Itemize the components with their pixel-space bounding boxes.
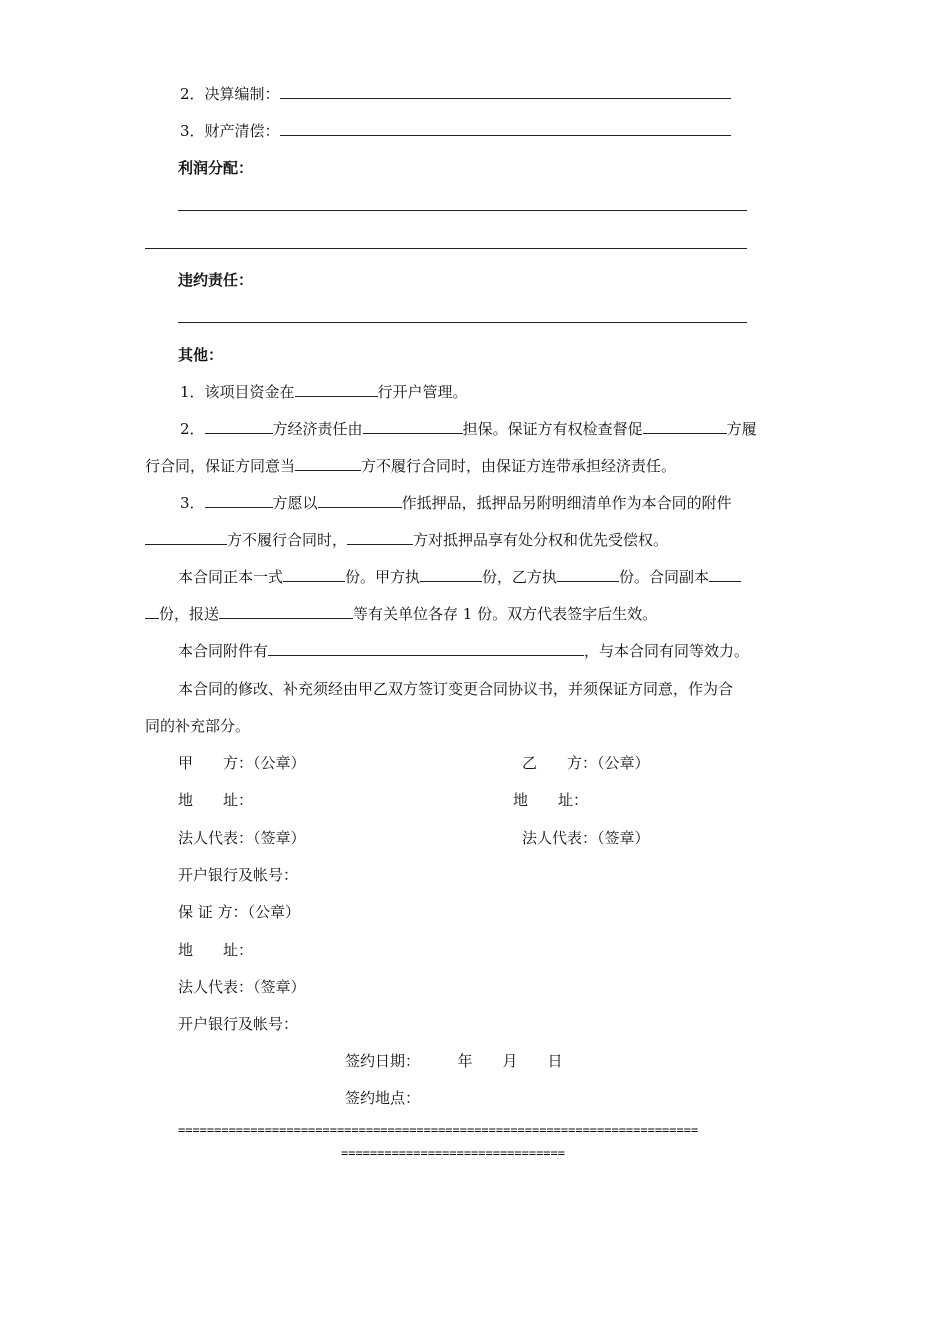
breach-heading: 违约责任： — [178, 271, 254, 289]
other-item-3-cont — [145, 530, 668, 550]
blank-field[interactable] — [295, 382, 378, 397]
party-b-address: 地 址： — [513, 791, 589, 809]
blank-field[interactable] — [420, 567, 482, 582]
text: ，与本合同有同等效力。 — [584, 642, 750, 660]
text: 本合同附件有 — [178, 642, 269, 660]
text: 2． — [180, 420, 205, 438]
settlement-item-2 — [180, 84, 731, 104]
text: 3． — [180, 494, 205, 512]
blank-field[interactable] — [280, 84, 731, 99]
settlement-item-2-label: 2．决算编制： — [180, 85, 280, 103]
blank-field[interactable] — [280, 121, 731, 136]
breach-blank-line[interactable] — [178, 322, 747, 323]
blank-field[interactable] — [219, 604, 353, 619]
profit-blank-line-1[interactable] — [178, 210, 747, 211]
blank-field[interactable] — [295, 456, 361, 471]
guarantor-address: 地 址： — [178, 941, 254, 959]
guarantor-rep: 法人代表：（签章） — [178, 978, 306, 996]
text: 方不履行合同时，由保证方连带承担经济责任。 — [361, 457, 677, 475]
text: 等有关单位各存 1 份。双方代表签字后生效。 — [353, 605, 658, 623]
blank-field[interactable] — [205, 493, 273, 508]
text: 方不履行合同时， — [227, 531, 348, 549]
blank-field[interactable] — [643, 419, 727, 434]
text: 方愿以 — [272, 494, 318, 512]
party-a-seal: 甲 方：（公章） — [178, 754, 306, 772]
separator-line-1: ======================================================================== — [178, 1123, 699, 1137]
text: 方经济责任由 — [272, 420, 363, 438]
blank-field[interactable] — [318, 493, 402, 508]
amend-line-1: 本合同的修改、补充须经由甲乙双方签订变更合同协议书，并须保证方同意，作为合 — [178, 680, 734, 698]
text: 份。甲方执 — [345, 568, 421, 586]
text: 作抵押品，抵押品另附明细清单作为本合同的附件 — [401, 494, 732, 512]
signing-date: 签约日期： 年 月 日 — [345, 1052, 563, 1070]
text: 1．该项目资金在 — [180, 383, 295, 401]
party-a-bank: 开户银行及帐号： — [178, 866, 299, 884]
blank-field[interactable] — [557, 567, 619, 582]
text: 方对抵押品享有处分权和优先受偿权。 — [413, 531, 669, 549]
copies-line-1 — [178, 567, 741, 587]
party-a-address: 地 址： — [178, 791, 254, 809]
blank-field[interactable] — [709, 567, 741, 582]
text: 行开户管理。 — [377, 383, 468, 401]
settlement-item-3-label: 3．财产清偿： — [180, 122, 280, 140]
text: 担保。保证方有权检查督促 — [462, 420, 643, 438]
other-heading: 其他： — [178, 346, 224, 364]
copies-line-2 — [145, 604, 657, 624]
party-a-rep: 法人代表：（签章） — [178, 829, 306, 847]
blank-field[interactable] — [347, 530, 413, 545]
other-item-2 — [180, 419, 757, 439]
blank-field[interactable] — [283, 567, 345, 582]
separator-line-2: =============================== — [341, 1146, 565, 1160]
settlement-item-3 — [180, 121, 731, 141]
text: 方履 — [726, 420, 757, 438]
text: 份，乙方执 — [482, 568, 558, 586]
guarantor-bank: 开户银行及帐号： — [178, 1015, 299, 1033]
blank-field[interactable] — [205, 419, 273, 434]
text: 行合同，保证方同意当 — [145, 457, 296, 475]
annex-line — [178, 641, 749, 661]
other-item-3 — [180, 493, 732, 513]
text: 份，报送 — [159, 605, 220, 623]
party-b-rep: 法人代表：（签章） — [522, 829, 650, 847]
signing-place: 签约地点： — [345, 1089, 421, 1107]
guarantor-seal: 保 证 方：（公章） — [178, 903, 301, 921]
party-b-seal: 乙 方：（公章） — [522, 754, 650, 772]
other-item-1 — [180, 382, 468, 402]
profit-heading: 利润分配： — [178, 159, 254, 177]
other-item-2-cont — [145, 456, 676, 476]
amend-line-2: 同的补充部分。 — [145, 717, 251, 735]
text: 本合同正本一式 — [178, 568, 284, 586]
blank-field[interactable] — [145, 604, 159, 619]
text: 份。合同副本 — [619, 568, 710, 586]
blank-field[interactable] — [145, 530, 227, 545]
blank-field[interactable] — [363, 419, 463, 434]
blank-field[interactable] — [268, 641, 584, 656]
profit-blank-line-2[interactable] — [145, 248, 747, 249]
